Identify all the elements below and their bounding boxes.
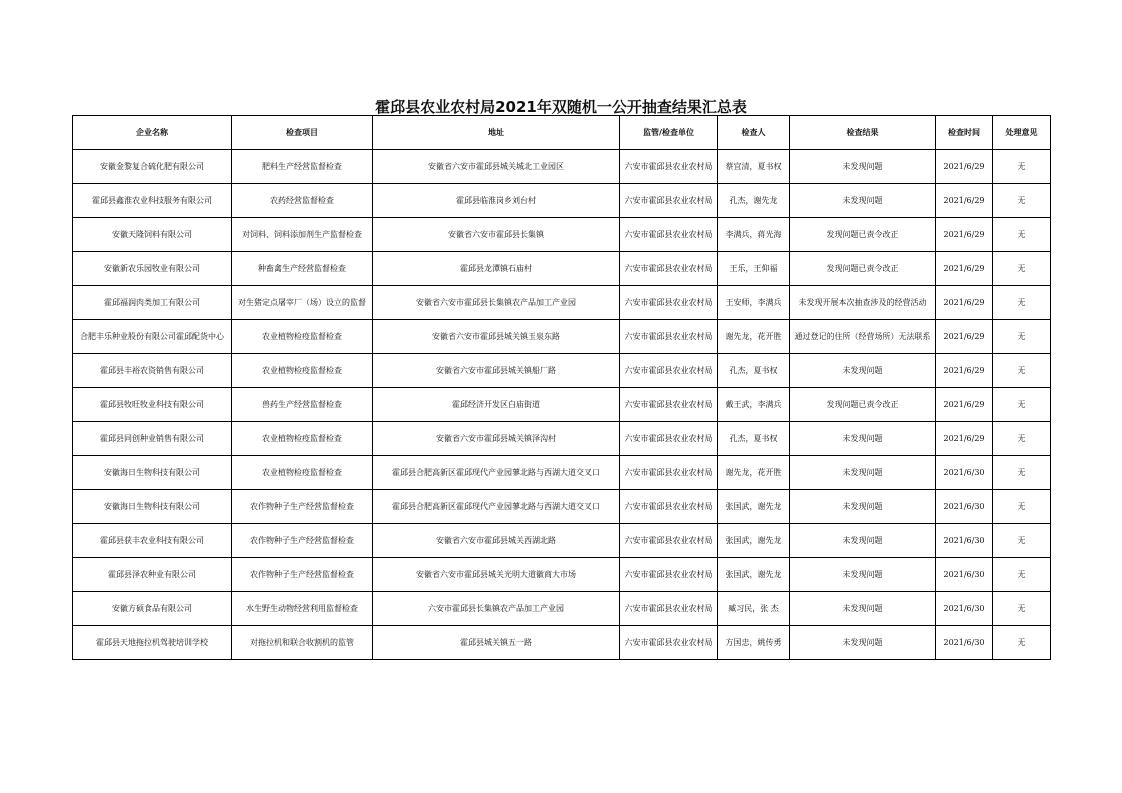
cell-opinion: 无	[993, 592, 1051, 626]
cell-result: 未发现问题	[790, 456, 936, 490]
cell-result: 通过登记的住所（经营场所）无法联系	[790, 320, 936, 354]
cell-supervising-unit: 六安市霍邱县农业农村局	[620, 354, 718, 388]
table-row	[73, 218, 1051, 252]
header-inspection-item: 检查项目	[232, 116, 373, 150]
cell-inspector: 方国忠，姚传勇	[718, 626, 790, 660]
cell-company: 安徽海日生物科技有限公司	[73, 490, 232, 524]
cell-result: 未发现问题	[790, 626, 936, 660]
cell-opinion: 无	[993, 150, 1051, 184]
cell-supervising-unit: 六安市霍邱县农业农村局	[620, 422, 718, 456]
cell-supervising-unit: 六安市霍邱县农业农村局	[620, 558, 718, 592]
cell-address: 霍邱县城关镇五一路	[373, 626, 620, 660]
cell-date: 2021/6/29	[936, 150, 993, 184]
cell-date: 2021/6/29	[936, 422, 993, 456]
cell-inspection-item: 对拖拉机和联合收割机的监管	[232, 626, 373, 660]
table-row	[73, 490, 1051, 524]
cell-supervising-unit: 六安市霍邱县农业农村局	[620, 524, 718, 558]
cell-company: 霍邱县牧旺牧业科技有限公司	[73, 388, 232, 422]
cell-address: 霍邱县合肥高新区霍邱现代产业园蓼北路与西湖大道交叉口	[373, 490, 620, 524]
cell-opinion: 无	[993, 218, 1051, 252]
cell-inspection-item: 农业植物检疫监督检查	[232, 354, 373, 388]
table-row	[73, 558, 1051, 592]
cell-company: 安徽海日生物科技有限公司	[73, 456, 232, 490]
cell-inspection-item: 种畜禽生产经营监督检查	[232, 252, 373, 286]
cell-opinion: 无	[993, 320, 1051, 354]
cell-company: 安徽金黎复合硫化肥有限公司	[73, 150, 232, 184]
cell-opinion: 无	[993, 422, 1051, 456]
cell-opinion: 无	[993, 286, 1051, 320]
cell-inspection-item: 农药经营监督检查	[232, 184, 373, 218]
cell-inspection-item: 农业植物检疫监督检查	[232, 456, 373, 490]
cell-inspector: 孔杰，夏书权	[718, 422, 790, 456]
cell-supervising-unit: 六安市霍邱县农业农村局	[620, 184, 718, 218]
cell-supervising-unit: 六安市霍邱县农业农村局	[620, 456, 718, 490]
header-supervising-unit: 监管/检查单位	[620, 116, 718, 150]
header-address: 地址	[373, 116, 620, 150]
cell-opinion: 无	[993, 354, 1051, 388]
cell-date: 2021/6/30	[936, 626, 993, 660]
cell-address: 安徽省六安市霍邱县城关镇船厂路	[373, 354, 620, 388]
cell-date: 2021/6/29	[936, 252, 993, 286]
cell-address: 六安市霍邱县长集镇农产品加工产业园	[373, 592, 620, 626]
cell-company: 安徽方硕食品有限公司	[73, 592, 232, 626]
cell-opinion: 无	[993, 456, 1051, 490]
cell-company: 霍邱县泽农种业有限公司	[73, 558, 232, 592]
cell-address: 安徽省六安市霍邱县城关镇泽沟村	[373, 422, 620, 456]
results-table	[72, 115, 1051, 660]
cell-result: 未发现问题	[790, 558, 936, 592]
cell-inspector: 张国武，谢先龙	[718, 490, 790, 524]
cell-inspector: 谢先龙，花开胜	[718, 456, 790, 490]
cell-address: 安徽省六安市霍邱县长集镇农产品加工产业园	[373, 286, 620, 320]
cell-inspection-item: 对饲料、饲料添加剂生产监督检查	[232, 218, 373, 252]
cell-result: 未发现问题	[790, 184, 936, 218]
table-row	[73, 456, 1051, 490]
cell-inspection-item: 肥料生产经营监督检查	[232, 150, 373, 184]
table-row	[73, 252, 1051, 286]
cell-date: 2021/6/30	[936, 490, 993, 524]
cell-supervising-unit: 六安市霍邱县农业农村局	[620, 626, 718, 660]
cell-address: 霍邱县临淮岗乡刘台村	[373, 184, 620, 218]
cell-inspection-item: 农业植物检疫监督检查	[232, 422, 373, 456]
cell-inspection-item: 水生野生动物经营利用监督检查	[232, 592, 373, 626]
cell-address: 安徽省六安市霍邱县城关光明大道徽商大市场	[373, 558, 620, 592]
cell-result: 发现问题已责令改正	[790, 252, 936, 286]
cell-supervising-unit: 六安市霍邱县农业农村局	[620, 388, 718, 422]
cell-address: 霍邱经济开发区白庙街道	[373, 388, 620, 422]
cell-result: 未发现问题	[790, 524, 936, 558]
cell-supervising-unit: 六安市霍邱县农业农村局	[620, 218, 718, 252]
cell-inspector: 王安师，李满兵	[718, 286, 790, 320]
cell-date: 2021/6/30	[936, 592, 993, 626]
cell-supervising-unit: 六安市霍邱县农业农村局	[620, 320, 718, 354]
header-result: 检查结果	[790, 116, 936, 150]
table-body	[73, 150, 1051, 660]
table-row	[73, 592, 1051, 626]
cell-inspection-item: 兽药生产经营监督检查	[232, 388, 373, 422]
cell-inspection-item: 对生猪定点屠宰厂（场）设立的监督	[232, 286, 373, 320]
header-date: 检查时间	[936, 116, 993, 150]
cell-inspector: 张国武，谢先龙	[718, 558, 790, 592]
table-row	[73, 422, 1051, 456]
cell-result: 未发现开展本次抽查涉及的经营活动	[790, 286, 936, 320]
cell-opinion: 无	[993, 252, 1051, 286]
cell-result: 未发现问题	[790, 354, 936, 388]
cell-inspection-item: 农作物种子生产经营监督检查	[232, 490, 373, 524]
table-row	[73, 320, 1051, 354]
cell-date: 2021/6/29	[936, 388, 993, 422]
cell-date: 2021/6/29	[936, 354, 993, 388]
table-row	[73, 150, 1051, 184]
cell-result: 发现问题已责令改正	[790, 218, 936, 252]
cell-company: 霍邱县获丰农业科技有限公司	[73, 524, 232, 558]
cell-opinion: 无	[993, 558, 1051, 592]
cell-supervising-unit: 六安市霍邱县农业农村局	[620, 286, 718, 320]
cell-address: 霍邱县龙潭镇石庙村	[373, 252, 620, 286]
cell-date: 2021/6/29	[936, 320, 993, 354]
document-title: 霍邱县农业农村局2021年双随机一公开抽查结果汇总表	[375, 98, 747, 116]
cell-address: 霍邱县合肥高新区霍邱现代产业园蓼北路与西湖大道交叉口	[373, 456, 620, 490]
header-inspector: 检查人	[718, 116, 790, 150]
cell-date: 2021/6/30	[936, 524, 993, 558]
table-row	[73, 354, 1051, 388]
cell-company: 安徽天隆饲料有限公司	[73, 218, 232, 252]
cell-address: 安徽省六安市霍邱县长集镇	[373, 218, 620, 252]
cell-company: 霍邱县鑫淮农业科技服务有限公司	[73, 184, 232, 218]
cell-opinion: 无	[993, 490, 1051, 524]
cell-inspector: 孔杰，夏书权	[718, 354, 790, 388]
table-row	[73, 524, 1051, 558]
cell-supervising-unit: 六安市霍邱县农业农村局	[620, 490, 718, 524]
cell-opinion: 无	[993, 184, 1051, 218]
cell-date: 2021/6/29	[936, 286, 993, 320]
cell-date: 2021/6/29	[936, 218, 993, 252]
cell-supervising-unit: 六安市霍邱县农业农村局	[620, 252, 718, 286]
table-row	[73, 388, 1051, 422]
cell-result: 未发现问题	[790, 490, 936, 524]
cell-inspector: 臧习民，张 杰	[718, 592, 790, 626]
cell-company: 霍邱县丰裕农资销售有限公司	[73, 354, 232, 388]
cell-inspection-item: 农作物种子生产经营监督检查	[232, 524, 373, 558]
cell-result: 未发现问题	[790, 422, 936, 456]
cell-date: 2021/6/29	[936, 184, 993, 218]
table-header-row	[73, 116, 1051, 150]
cell-inspector: 李满兵，蒋光海	[718, 218, 790, 252]
cell-company: 霍邱县天地拖拉机驾驶培训学校	[73, 626, 232, 660]
cell-result: 发现问题已责令改正	[790, 388, 936, 422]
cell-inspection-item: 农业植物检疫监督检查	[232, 320, 373, 354]
cell-address: 安徽省六安市霍邱县城关西湖北路	[373, 524, 620, 558]
cell-supervising-unit: 六安市霍邱县农业农村局	[620, 592, 718, 626]
header-company: 企业名称	[73, 116, 232, 150]
cell-inspection-item: 农作物种子生产经营监督检查	[232, 558, 373, 592]
cell-inspector: 戴王武，李满兵	[718, 388, 790, 422]
cell-inspector: 孔杰，谢先龙	[718, 184, 790, 218]
cell-supervising-unit: 六安市霍邱县农业农村局	[620, 150, 718, 184]
cell-inspector: 蔡宜清，夏书权	[718, 150, 790, 184]
table-row	[73, 286, 1051, 320]
cell-address: 安徽省六安市霍邱县城关镇玉泉东路	[373, 320, 620, 354]
cell-inspector: 张国武，谢先龙	[718, 524, 790, 558]
cell-inspector: 谢先龙，花开胜	[718, 320, 790, 354]
cell-result: 未发现问题	[790, 592, 936, 626]
cell-result: 未发现问题	[790, 150, 936, 184]
cell-date: 2021/6/30	[936, 558, 993, 592]
cell-company: 安徽新农乐园牧业有限公司	[73, 252, 232, 286]
cell-opinion: 无	[993, 388, 1051, 422]
cell-company: 霍邱福润肉类加工有限公司	[73, 286, 232, 320]
cell-company: 合肥丰乐种业股份有限公司霍邱配货中心	[73, 320, 232, 354]
cell-opinion: 无	[993, 524, 1051, 558]
cell-date: 2021/6/30	[936, 456, 993, 490]
cell-address: 安徽省六安市霍邱县城关城北工业园区	[373, 150, 620, 184]
table-row	[73, 626, 1051, 660]
header-opinion: 处理意见	[993, 116, 1051, 150]
cell-opinion: 无	[993, 626, 1051, 660]
cell-company: 霍邱县同创种业销售有限公司	[73, 422, 232, 456]
table-row	[73, 184, 1051, 218]
cell-inspector: 王乐，王仰福	[718, 252, 790, 286]
